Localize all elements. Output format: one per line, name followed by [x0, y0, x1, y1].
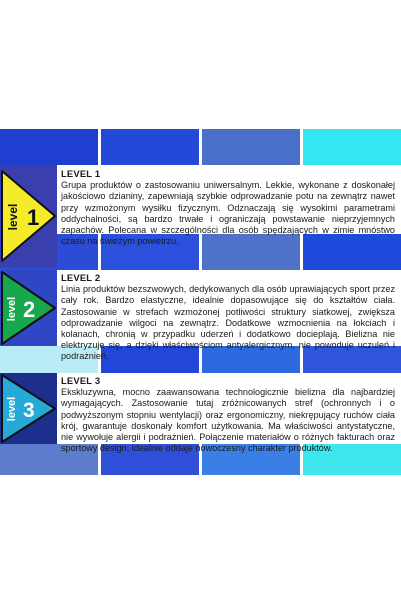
level-3-text	[61, 375, 395, 454]
level-3-number: 3	[23, 399, 35, 422]
level-1-badge	[0, 165, 57, 267]
level-2-description: Linia produktów bezszwowych, dedykowanych dla osób uprawiających sport przez cały rok. Bardzo elastyczne, idealnie dopasowujące się do kształtów ciała. Zastosowanie w strefach wzmożonej potliwości struktury siatkowej, zwiększa odprowadzanie wilgoci na zewnątrz. Dodatkowe wzmocnienia na łokciach i kolanach, chronią w przypadku uderzeń i dodatkowo docieplają. Bielizna nie elektryzuje się, a dzięki właściwościom antyalergicznym, nie powoduje uczuleń i podrażnień.	[61, 284, 395, 362]
swatch	[0, 129, 98, 165]
level-2-title: LEVEL 2	[61, 272, 101, 283]
level-3-badge	[0, 373, 57, 444]
level-2-word: level	[6, 296, 18, 322]
swatch-strip-1	[0, 129, 401, 165]
level-1-word: level	[6, 203, 20, 231]
level-3-title: LEVEL 3	[61, 375, 101, 386]
level-3-word: level	[6, 396, 18, 422]
swatch	[303, 129, 401, 165]
level-1-number: 1	[27, 205, 40, 230]
level-1-description: Grupa produktów o zastosowaniu uniwersalnym. Lekkie, wykonane z doskonałej jakościowo dzianiny, zapewniają szybkie odprowadzanie potu na zewnątrz nawet przy wzmożonym wysiłku fizycznym. Odznaczają się wysokimi parametrami oddychalności, są bardzo trwałe i ograniczają powstawanie nieprzyjemnych zapachów. Polecana w szczególności dla osób spędzających w zimie mnóstwo czasu na świeżym powietrzu.	[61, 180, 395, 247]
level-1-text	[61, 168, 395, 247]
level-1-title: LEVEL 1	[61, 168, 101, 179]
level-2-number: 2	[23, 297, 36, 322]
level-3-description: Ekskluzywna, mocno zaawansowana technologicznie bielizna dla najbardziej wymagających. Zastosowanie tutaj zróżnicowanych stref (ochronnych i o podwyższonym stopniu wentylacji) oraz ergonomiczny, niekrępujący ruchów ciała krój, gwarantuje doskonały komfort użytkowania. Ma właściwości antystatyczne, nie wywołuje alergii i podrażnień. Połączenie materiałów o różnych fakturach oraz sportowy design, idealnie oddaje nowoczesny charakter produktów.	[61, 387, 395, 454]
level-2-text	[61, 272, 395, 363]
level-2-badge-graphic	[0, 270, 57, 346]
level-3-badge-graphic	[0, 373, 57, 444]
swatch	[101, 129, 199, 165]
level-1-badge-graphic	[0, 165, 57, 267]
swatch	[202, 129, 300, 165]
level-2-badge	[0, 270, 57, 346]
